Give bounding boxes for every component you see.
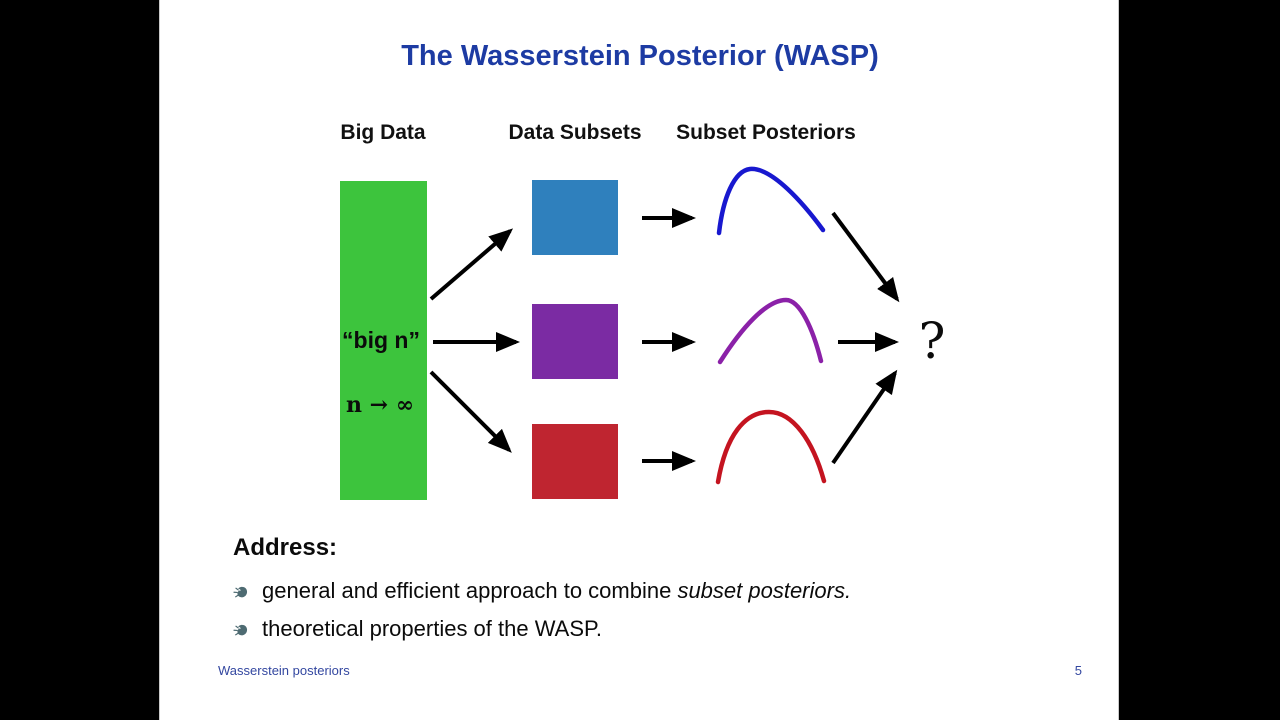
posterior-curve-purple bbox=[720, 300, 821, 362]
arrow-bigdata-to-subset-3 bbox=[431, 372, 509, 450]
arrow-bigdata-to-subset-1 bbox=[431, 231, 510, 299]
column-label-data-subsets: Data Subsets bbox=[508, 121, 642, 144]
bullet-item-2 bbox=[233, 616, 602, 644]
bullet-text: theoretical properties of the WASP. bbox=[262, 616, 602, 641]
posterior-curve-blue bbox=[719, 169, 823, 233]
bullet-item-1 bbox=[233, 578, 851, 606]
address-heading: Address: bbox=[233, 534, 338, 561]
footer-page-number: 5 bbox=[1074, 663, 1082, 678]
bullet-leaf-icon bbox=[233, 580, 250, 606]
column-label-subset-posteriors: Subset Posteriors bbox=[676, 121, 856, 144]
arrow-posterior3-to-question bbox=[833, 373, 895, 463]
posterior-curve-red bbox=[718, 412, 824, 482]
question-mark: ? bbox=[918, 312, 946, 370]
bullet-text-emphasis: subset posteriors. bbox=[677, 578, 852, 603]
n-to-infinity-label: n → ∞ bbox=[345, 392, 415, 418]
bullet-text: general and efficient approach to combine bbox=[262, 578, 678, 603]
footer-short-title: Wasserstein posteriors bbox=[218, 663, 350, 678]
arrow-posterior1-to-question bbox=[833, 213, 897, 299]
diagram-arrows-and-curves bbox=[160, 0, 1120, 720]
big-n-label: “big n” bbox=[342, 327, 420, 353]
slide-title: The Wasserstein Posterior (WASP) bbox=[401, 40, 879, 72]
column-label-big-data: Big Data bbox=[340, 121, 426, 144]
bullet-leaf-icon bbox=[233, 618, 250, 644]
slide bbox=[159, 0, 1119, 720]
